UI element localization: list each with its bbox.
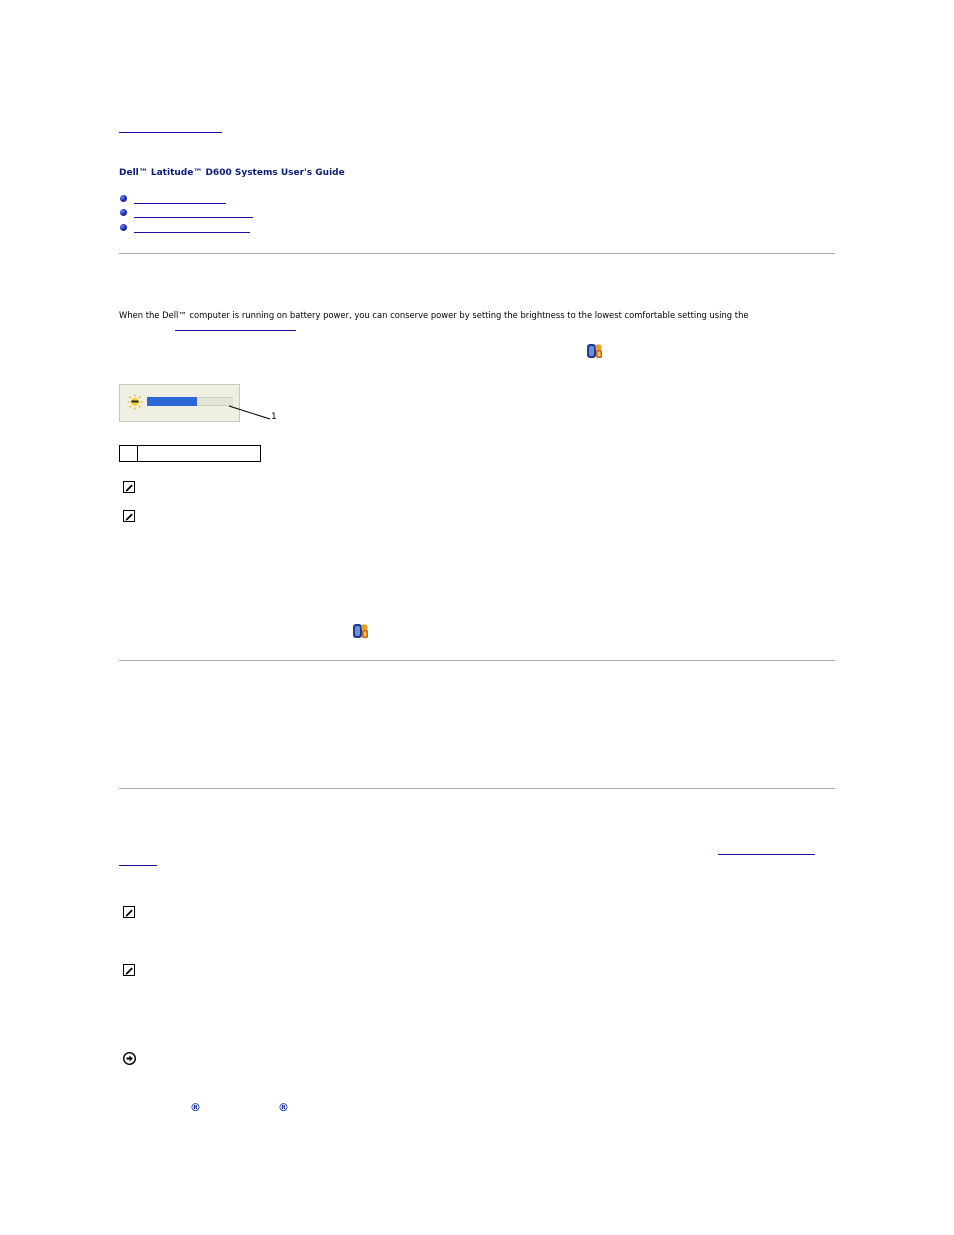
inline-link-keyboard-shortcuts[interactable]: [175, 320, 296, 331]
dell-quickset-icon: [586, 342, 604, 360]
registered-mark: ®: [278, 1101, 289, 1114]
brightness-meter: [119, 384, 240, 422]
inline-link-part1[interactable]: [718, 844, 815, 855]
registered-mark: ®: [190, 1101, 201, 1114]
callout-legend-table: [119, 445, 261, 462]
bullet-icon: [120, 209, 127, 216]
toc-link-1[interactable]: [134, 193, 226, 204]
note-pencil-icon: [123, 906, 135, 918]
note-pencil-icon: [123, 481, 135, 493]
legend-number-cell: [120, 446, 138, 462]
section-divider: [119, 788, 835, 789]
legend-label-cell: [138, 446, 261, 462]
bullet-icon: [120, 195, 127, 202]
note-pencil-icon: [123, 964, 135, 976]
section-divider: [119, 660, 835, 661]
sun-brightness-icon: [127, 394, 143, 410]
callout-number: 1: [271, 412, 277, 422]
bullet-icon: [120, 224, 127, 231]
back-to-contents-link[interactable]: [119, 120, 222, 133]
battery-brightness-paragraph: When the Dell™ computer is running on battery power, you can conserve power by setting the brightness to the lowest comfortable setting using the: [119, 310, 749, 320]
guide-title: Dell™ Latitude™ D600 Systems User's Guide: [119, 168, 345, 178]
toc-link-3[interactable]: [134, 222, 250, 233]
note-pencil-icon: [123, 510, 135, 522]
toc-link-2[interactable]: [134, 207, 253, 218]
callout-leader-line: [228, 402, 272, 422]
notice-arrow-icon: [123, 1052, 136, 1065]
brightness-level-fill: [147, 397, 197, 406]
section-divider: [119, 253, 835, 254]
dell-quickset-icon: [352, 622, 370, 640]
inline-link-part2[interactable]: [119, 855, 157, 866]
